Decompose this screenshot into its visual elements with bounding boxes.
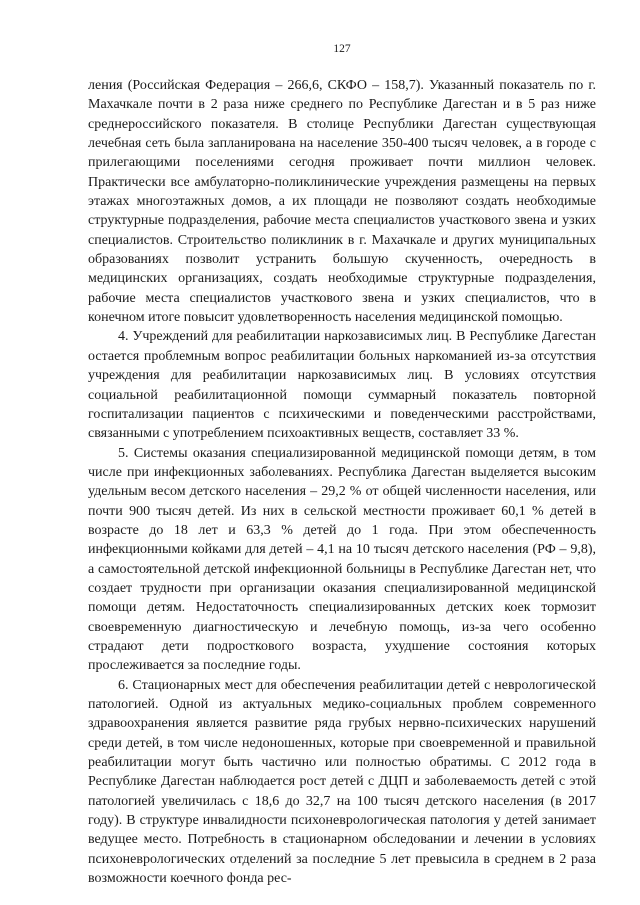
paragraph-item-6: 6. Стационарных мест для обеспечения реабилитации детей с неврологической патологией. Одной из актуальных медико-социальных проблем современного здравоохранения является развитие ряда грубых нервно-психических нарушений среди детей, в том числе недоношенных, которые при своевременной и правильной реабилитации могут быть частично или полностью обратимы. С 2012 года в Республике Дагестан наблюдается рост детей с ДЦП и заболеваемость детей с этой патологией увеличилась с 18,6 до 32,7 на 100 тысяч детского населения (в 2017 году). В структуре инвалидности психоневрологическая патология у детей занимает ведущее место. Потребность в стационарном обследовании и лечении в условиях психоневрологических отделений за последние 5 лет превысила в среднем в 2 раза возможности коечного фонда рес- xyxy=(88,677,596,887)
document-body xyxy=(88,76,596,888)
paragraph-continuation: ления (Российская Федерация – 266,6, СКФО – 158,7). Указанный показатель по г. Махачкале почти в 2 раза ниже среднего по Республике Дагестан и в 5 раз ниже среднероссийского показателя. В столице Республики Дагестан существующая лечебная сеть была запланирована на население 350-400 тысяч человек, а в городе с прилегающими поселениями сегодня проживает почти миллион человек. Практически все амбулаторно-поликлинические учреждения размещены на первых этажах многоэтажных домов, а их площади не позволяют создать необходимые структурные подразделения, рабочие места специалистов участкового звена и узких специалистов. Строительство поликлиник в г. Махачкале и других муниципальных образованиях позволит устранить большую скученность, очередность в медицинских организациях, создать необходимые структурные подразделения, рабочие места специалистов участкового звена и узких специалистов, что в конечном итоге повысит удовлетворенность населения медицинской помощью. xyxy=(88,78,596,326)
page-number: 127 xyxy=(333,43,351,55)
paragraph-item-5: 5. Системы оказания специализированной медицинской помощи детям, в том числе при инфекционных заболеваниях. Республика Дагестан выделяется высоким удельным весом детского населения – 29,2 % от общей численности населения, или почти 900 тысяч детей. Из них в сельской местности проживает 60,1 % детей в возрасте до 18 лет и 63,3 % детей до 1 года. При этом обеспеченность инфекционными койками для детей – 4,1 на 10 тысяч детского населения (РФ – 9,8), а самостоятельной детской инфекционной больницы в Республике Дагестан нет, что создает трудности при организации оказания специализированной медицинской помощи детям. Недостаточность специализированных детских коек тормозит своевременную диагностическую и лечебную помощь, из-за чего особенно страдают дети подросткового возраста, ухудшение состояния которых прослеживается за последние годы. xyxy=(88,445,596,674)
paragraph-item-4: 4. Учреждений для реабилитации наркозависимых лиц. В Республике Дагестан остается проблемным вопрос реабилитации больных наркоманией из-за отсутствия учреждения для реабилитации наркозависимых лиц. В условиях отсутствия социальной реабилитационной помощи суммарный показатель повторной госпитализации пациентов с психическими и поведенческими расстройствами, связанными с употреблением психоактивных веществ, составляет 33 %. xyxy=(88,329,596,442)
